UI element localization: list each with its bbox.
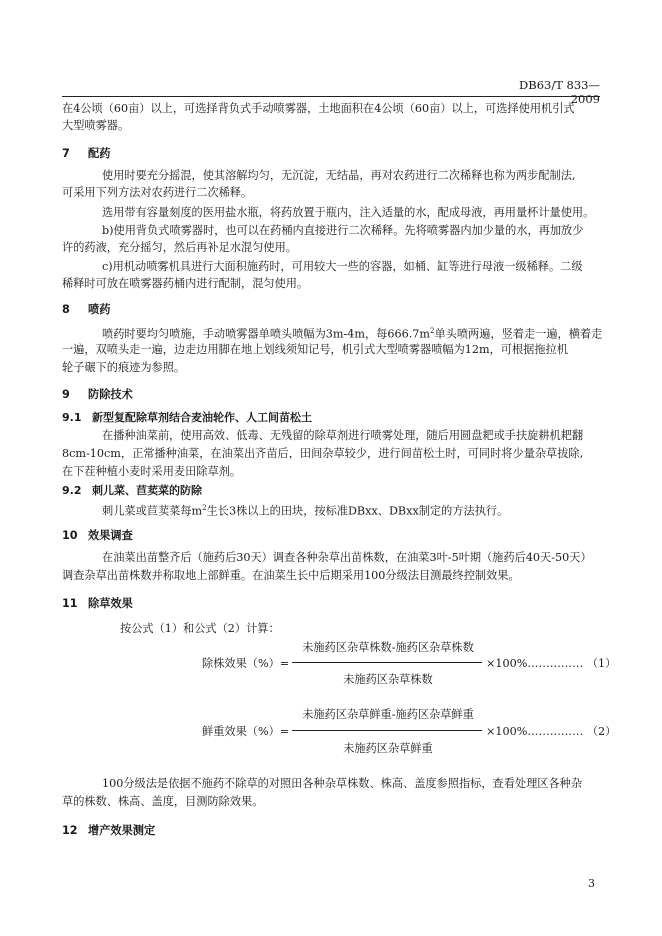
s8-line-1: 喷药时要均匀喷施，手动喷雾器单喷头喷幅为3m-4m，每$666.7m^2$单头喷两遍，竖着走一遍，横着走 [102,327,603,341]
section-7-heading [62,145,110,161]
section-title: 配药 [88,147,111,160]
section-number: 8 [62,303,70,316]
section-number: 11 [62,597,78,610]
formula-1-denominator: 未施药区杂草株数 [343,673,433,686]
section-title: 除草效果 [88,597,133,610]
subsection-9-2-heading: 9.2 刺儿菜、苣荬菜的防除 [62,484,202,497]
section-9-heading [62,386,133,402]
section-title: 增产效果测定 [88,824,156,837]
s7-p3-line-2: 许的药液，充分摇匀，然后再补足水混匀使用。 [62,241,297,254]
s10-line-2: 调查杂草出苗株数并称取地上部鲜重。在油菜生长中后期采用100分级法目测最终控制效果。 [62,569,520,582]
section-number: 12 [62,824,78,837]
section-number: 7 [62,147,70,160]
s8-line-3: 轮子碾下的痕迹为参照。 [62,361,186,374]
subsection-9-1-heading: 9.1 新型复配除草剂结合麦油轮作、人工间苗松土 [62,411,312,424]
header-rule [62,96,600,97]
page-number: 3 [588,877,595,890]
standard-code: DB63/T 833—2009 [519,78,600,106]
formula-1-label: 除株效果（%）= [202,657,290,670]
formula-2-label: 鲜重效果（%）= [202,725,290,738]
section-title: 防除技术 [88,388,133,401]
formula-intro: 按公式（1）和公式（2）计算： [120,622,280,635]
s7-p4-line-1: c)用机动喷雾机具进行大面积施药时，可用较大一些的容器，如桶、缸等进行母液一级稀释。二级 [102,260,583,273]
formula-2-numerator: 未施药区杂草鲜重-施药区杂草鲜重 [302,708,474,721]
s10-line-1: 在油菜出苗整齐后（施药后30天）调查各种杂草出苗株数，在油菜3叶-5叶期（施药后40天-50天） [102,551,592,564]
s8-line-2: 一遍，双喷头走一遍，边走边用脚在地上划线须知记号，机引式大型喷雾器喷幅为12m，可根据拖拉机 [62,343,568,356]
s11-p1-line-2: 草的株数、株高、盖度，目测防除效果。 [62,795,264,808]
section-12-heading [62,822,155,838]
section-number: 9 [62,388,70,401]
section-number: 10 [62,529,78,542]
section-10-heading [62,527,133,543]
formula-2-tail: ×100%…………… （2） [486,725,617,738]
s7-p3-line-1: b)使用背负式喷雾器时，也可以在药桶内直接进行二次稀释。先将喷雾器内加少量的水，再加放少 [102,224,584,237]
section-title: 喷药 [88,303,111,316]
formula-1-fraction-bar [292,662,482,663]
section-title: 效果调查 [88,529,133,542]
s9-2-line-1: 刺儿菜或苣荬菜每$m^2$生长3株以上的田块，按标准DBxx、DBxx制定的方法执行。 [102,504,509,518]
intro-line-2: 大型喷雾器。 [62,119,130,132]
formula-1-numerator: 未施药区杂草株数-施药区杂草株数 [302,641,474,654]
s7-p4-line-2: 稀释时可放在喷雾器药桶内进行配制，混匀使用。 [62,277,309,290]
formula-2-denominator: 未施药区杂草鲜重 [343,742,433,755]
intro-line-1: 在4公顷（60亩）以上，可选择背负式手动喷雾器，土地面积在4公顷（60亩）以上，可选择使用机引式 [62,102,575,115]
section-8-heading [62,301,110,317]
s9-1-line-2: 8cm-10cm，正常播种油菜，在油菜出齐苗后，田间杂草较少，进行间苗松土时，可同时将少量杂草拔除, [62,447,584,460]
section-11-heading [62,595,133,611]
formula-1-tail: ×100%…………… （1） [486,657,617,670]
formula-2-fraction-bar [292,730,482,731]
s7-p2: 选用带有容量刻度的医用盐水瓶，将药放置于瓶内，注入适量的水，配成母液，再用量杯计量使用。 [102,206,595,219]
s7-p1-line-2: 可采用下列方法对农药进行二次稀释。 [62,186,253,199]
s7-p1-line-1: 使用时要充分摇混，使其溶解均匀，无沉淀，无结晶，再对农药进行二次稀释也称为两步配制法, [102,169,576,182]
s11-p1-line-1: 100分级法是依据不施药不除草的对照田各种杂草株数、株高、盖度参照指标，查看处理区各种杂 [102,777,583,790]
s9-1-line-1: 在播种油菜前，使用高效、低毒、无残留的除草剂进行喷雾处理，随后用圆盘耙或手扶旋耕机耙翻 [102,429,584,442]
s9-1-line-3: 在下茬种植小麦时采用麦田除草剂。 [62,465,242,478]
